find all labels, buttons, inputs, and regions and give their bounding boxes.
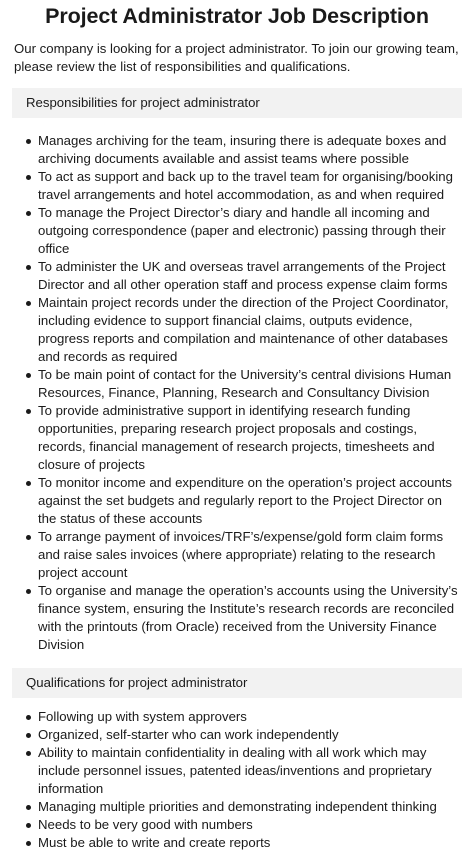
list-item: Organized, self-starter who can work independently bbox=[38, 726, 462, 744]
list-item: To be main point of contact for the University’s central divisions Human Resources, Finance, Planning, Research and Consultancy Division bbox=[38, 366, 462, 402]
list-item: Ability to maintain confidentiality in dealing with all work which may include personnel issues, patented ideas/inventions and proprietary information bbox=[38, 744, 462, 798]
list-item: To act as support and back up to the travel team for organising/booking travel arrangements and hotel accommodation, as and when required bbox=[38, 168, 462, 204]
qualifications-list bbox=[12, 708, 462, 852]
list-item: Manages archiving for the team, insuring there is adequate boxes and archiving documents available and assist teams where possible bbox=[38, 132, 462, 168]
list-item: To monitor income and expenditure on the operation’s project accounts against the set budgets and regularly report to the Project Director on the status of these accounts bbox=[38, 474, 462, 528]
page-title: Project Administrator Job Description bbox=[45, 4, 429, 28]
list-item: To provide administrative support in identifying research funding opportunities, preparing research project proposals and costings, records, financial management of research projects, timesheets and closure of projects bbox=[38, 402, 462, 474]
qualifications-header: Qualifications for project administrator bbox=[12, 668, 462, 698]
responsibilities-header: Responsibilities for project administrator bbox=[12, 88, 462, 118]
list-item: Must be able to write and create reports bbox=[38, 834, 462, 852]
list-item: To administer the UK and overseas travel arrangements of the Project Director and all other operation staff and process expense claim forms bbox=[38, 258, 462, 294]
list-item: To arrange payment of invoices/TRF’s/expense/gold form claim forms and raise sales invoices (where appropriate) relating to the research project account bbox=[38, 528, 462, 582]
list-item: Following up with system approvers bbox=[38, 708, 462, 726]
list-item: To manage the Project Director’s diary and handle all incoming and outgoing correspondence (paper and electronic) passing through their office bbox=[38, 204, 462, 258]
job-description-page bbox=[0, 2, 474, 850]
list-item: Needs to be very good with numbers bbox=[38, 816, 462, 834]
list-item: To organise and manage the operation’s accounts using the University’s finance system, ensuring the Institute’s research records are reconciled with the printouts (from Oracle) received from the University Finance Division bbox=[38, 582, 462, 654]
intro-paragraph: Our company is looking for a project administrator. To join our growing team, please review the list of responsibilities and qualifications. bbox=[14, 41, 459, 74]
responsibilities-list bbox=[12, 132, 462, 654]
list-item: Maintain project records under the direction of the Project Coordinator, including evidence to support financial claims, outputs evidence, progress reports and compilation and maintenance of other databases and records as required bbox=[38, 294, 462, 366]
list-item: Managing multiple priorities and demonstrating independent thinking bbox=[38, 798, 462, 816]
